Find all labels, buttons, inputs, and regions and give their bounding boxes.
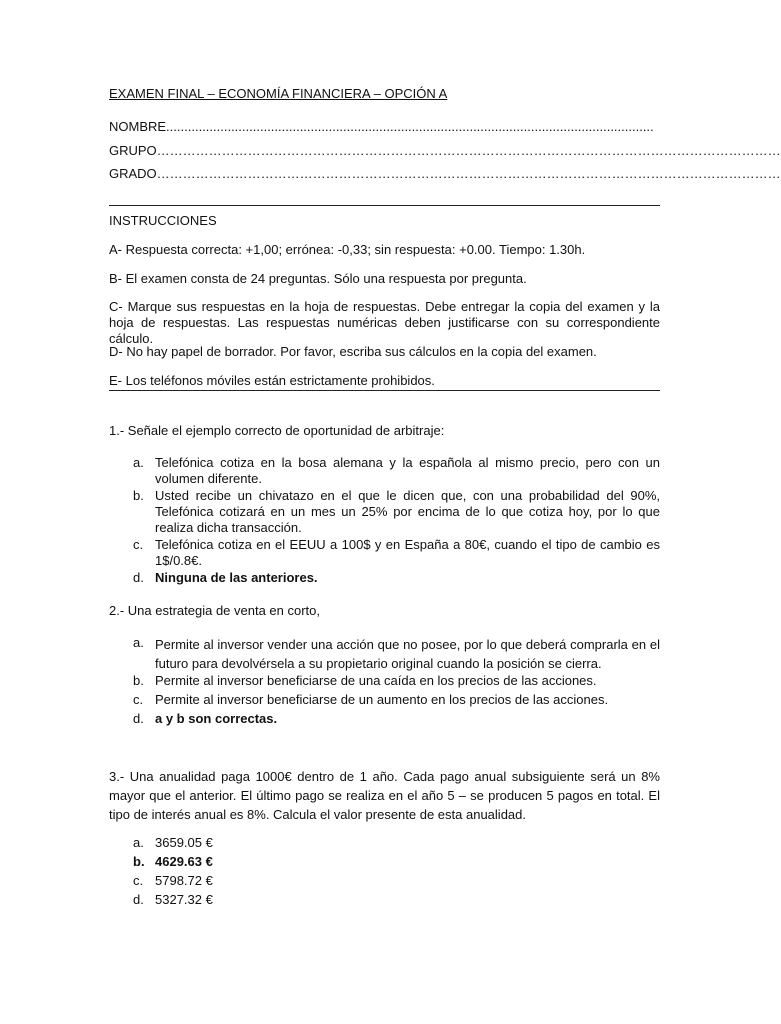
exam-title: EXAMEN FINAL – ECONOMÍA FINANCIERA – OPCIÓN A [109, 86, 448, 101]
option-text: Usted recibe un chivatazo en el que le dicen que, con una probabilidad del 90%, Telefónica cotizará en un mes un 25% por encima de lo que cotiza hoy, por lo que realiza dicha transacción. [155, 488, 660, 535]
option-label: d. [133, 892, 144, 907]
option-text: Ninguna de las anteriores. [155, 570, 318, 585]
question-3-text: 3.- Una anualidad paga 1000€ dentro de 1 año. Cada pago anual subsiguiente será un 8% mayor que el anterior. El último pago se realiza en el año 5 – se producen 5 pagos en total. El tipo de interés anual es 8%. Calcula el valor presente de esta anualidad. [109, 769, 660, 822]
option-label: b. [133, 673, 144, 688]
option-text: Permite al inversor beneficiarse de una caída en los precios de las acciones. [155, 673, 597, 688]
instruction-e: E- Los teléfonos móviles están estrictamente prohibidos. [109, 373, 435, 388]
option-text: Permite al inversor beneficiarse de un aumento en los precios de las acciones. [155, 692, 609, 707]
option-label: a. [133, 835, 144, 850]
option-label: b. [133, 488, 144, 503]
instruction-d: D- No hay papel de borrador. Por favor, escriba sus cálculos en la copia del examen. [109, 344, 597, 359]
grupo-field: GRUPO……………………………………………………………………………………………………………………………… [109, 143, 781, 158]
option-label: a. [133, 635, 144, 650]
option-text: Telefónica cotiza en el EEUU a 100$ y en España a 80€, cuando el tipo de cambio es 1$/0.8€. [155, 537, 660, 568]
option-label: a. [133, 455, 144, 470]
option-label: c. [133, 692, 144, 707]
instruction-c: C- Marque sus respuestas en la hoja de respuestas. Debe entregar la copia del examen y la hoja de respuestas. Las respuestas numéricas deben justificarse con su correspondiente cálculo. [109, 299, 660, 346]
option-text: Telefónica cotiza en la bosa alemana y la española al mismo precio, pero con un volumen diferente. [155, 455, 660, 486]
option-label: b. [133, 854, 145, 869]
option-text: 3659.05 € [155, 835, 213, 850]
instruction-a: A- Respuesta correcta: +1,00; errónea: -0,33; sin respuesta: +0.00. Tiempo: 1.30h. [109, 242, 586, 257]
option-label: c. [133, 873, 144, 888]
option-label: d. [133, 570, 144, 585]
instruction-b: B- El examen consta de 24 preguntas. Sólo una respuesta por pregunta. [109, 271, 527, 286]
nombre-field: NOMBRE....................................................................................................................................... [109, 119, 654, 134]
instructions-top-rule [109, 205, 660, 206]
question-2-text: 2.- Una estrategia de venta en corto, [109, 603, 321, 618]
option-text: 5327.32 € [155, 892, 213, 907]
instructions-heading: INSTRUCCIONES [109, 213, 217, 228]
option-label: c. [133, 537, 144, 552]
grado-field: GRADO……………………………………………………………………………………………………………………………… [109, 166, 781, 181]
option-text: 4629.63 € [155, 854, 213, 869]
option-text: a y b son correctas. [155, 711, 278, 726]
option-text: Permite al inversor vender una acción que no posee, por lo que deberá comprarla en el futuro para devolvérsela a su propietario original cuando la posición se cierra. [155, 637, 660, 671]
option-label: d. [133, 711, 144, 726]
instructions-bottom-rule [109, 390, 660, 391]
question-1-text: 1.- Señale el ejemplo correcto de oportunidad de arbitraje: [109, 423, 445, 438]
option-text: 5798.72 € [155, 873, 213, 888]
